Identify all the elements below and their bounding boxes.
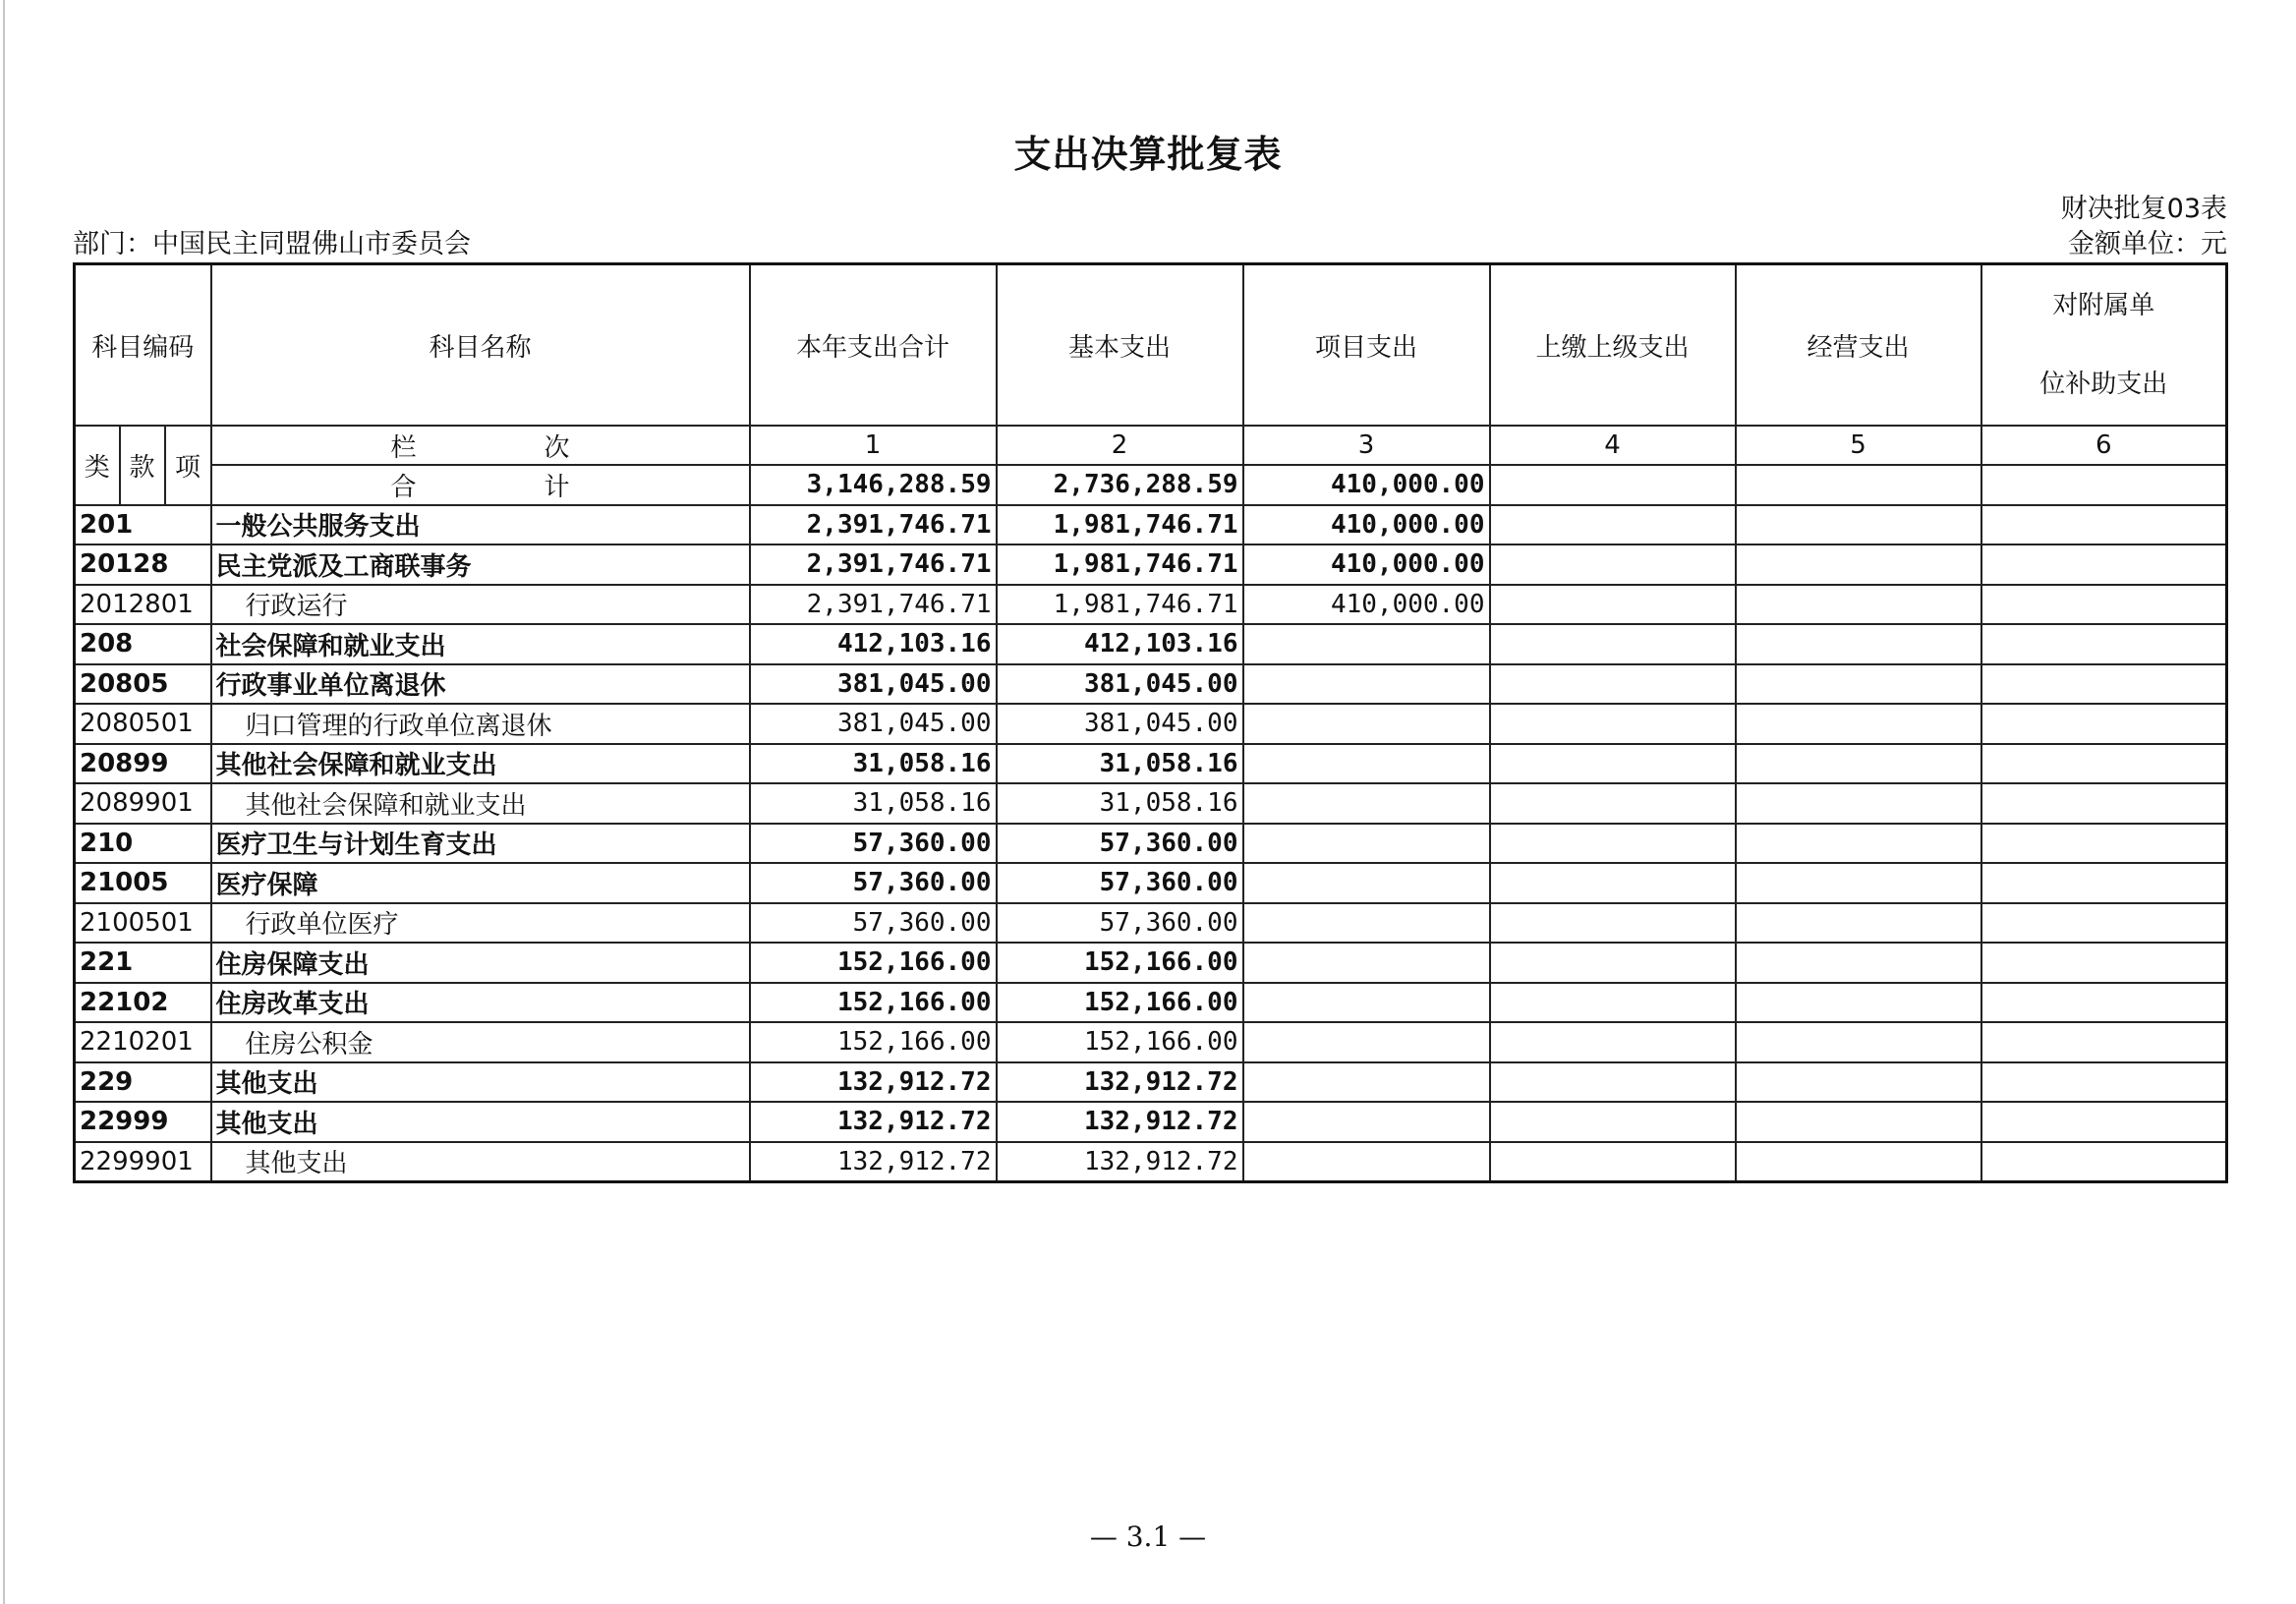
header-name: 科目名称: [211, 264, 750, 427]
row-upper: [1490, 505, 1736, 545]
row-upper: [1490, 664, 1736, 705]
totals-basic: 2,736,288.59: [997, 465, 1243, 505]
row-basic: 31,058.16: [997, 744, 1243, 784]
row-name: 民主党派及工商联事务: [211, 544, 750, 585]
table-row: [75, 585, 2227, 625]
row-code: 2080501: [75, 704, 211, 744]
row-subsidy: [1981, 505, 2227, 545]
form-code: 财决批复03表: [2060, 194, 2227, 224]
row-upper: [1490, 983, 1736, 1023]
row-project: [1243, 824, 1490, 864]
page-title: 支出决算批复表: [1013, 133, 1283, 176]
row-basic: 1,981,746.71: [997, 544, 1243, 585]
row-upper: [1490, 544, 1736, 585]
row-code: 2012801: [75, 585, 211, 625]
header-lei: 类: [75, 426, 120, 505]
row-project: [1243, 1142, 1490, 1182]
row-name: 住房保障支出: [211, 943, 750, 983]
row-business: [1736, 505, 1981, 545]
row-upper: [1490, 783, 1736, 824]
header-basic: 基本支出: [997, 264, 1243, 427]
row-total: 57,360.00: [750, 824, 997, 864]
row-business: [1736, 544, 1981, 585]
table-row: [75, 544, 2227, 585]
row-name: 其他支出: [211, 1142, 750, 1182]
row-project: [1243, 1102, 1490, 1142]
row-project: [1243, 704, 1490, 744]
row-code: 201: [75, 505, 211, 545]
header-subsidy: [1981, 264, 2227, 427]
row-total: 412,103.16: [750, 624, 997, 664]
row-code: 208: [75, 624, 211, 664]
row-total: 132,912.72: [750, 1102, 997, 1142]
row-upper: [1490, 1062, 1736, 1103]
row-total: 152,166.00: [750, 1022, 997, 1062]
row-upper: [1490, 943, 1736, 983]
row-name: 行政单位医疗: [211, 903, 750, 944]
row-basic: 152,166.00: [997, 943, 1243, 983]
row-subsidy: [1981, 1022, 2227, 1062]
row-subsidy: [1981, 863, 2227, 903]
header-xiang: 项: [165, 426, 211, 505]
row-total: 152,166.00: [750, 983, 997, 1023]
row-total: 31,058.16: [750, 744, 997, 784]
row-upper: [1490, 704, 1736, 744]
row-total: 31,058.16: [750, 783, 997, 824]
row-subsidy: [1981, 624, 2227, 664]
table-row: [75, 1062, 2227, 1103]
totals-row: [75, 465, 2227, 505]
row-subsidy: [1981, 744, 2227, 784]
row-total: 57,360.00: [750, 903, 997, 944]
header-upper: 上缴上级支出: [1490, 264, 1736, 427]
page-scan-edge: [3, 0, 5, 1604]
col-no-6: 6: [1981, 426, 2227, 465]
row-code: 20805: [75, 664, 211, 705]
row-basic: 381,045.00: [997, 664, 1243, 705]
row-project: [1243, 943, 1490, 983]
row-name: 其他社会保障和就业支出: [211, 783, 750, 824]
row-business: [1736, 783, 1981, 824]
row-project: [1243, 1022, 1490, 1062]
header-code: 科目编码: [75, 264, 211, 427]
row-upper: [1490, 624, 1736, 664]
row-basic: 31,058.16: [997, 783, 1243, 824]
header-subsidy-line2: 位补助支出: [2039, 370, 2168, 399]
amount-unit: 金额单位：元: [2068, 229, 2227, 259]
row-total: 2,391,746.71: [750, 585, 997, 625]
row-subsidy: [1981, 943, 2227, 983]
row-subsidy: [1981, 983, 2227, 1023]
col-no-4: 4: [1490, 426, 1736, 465]
row-business: [1736, 1022, 1981, 1062]
row-subsidy: [1981, 1102, 2227, 1142]
row-subsidy: [1981, 1142, 2227, 1182]
row-project: [1243, 903, 1490, 944]
row-upper: [1490, 744, 1736, 784]
header-kuan: 款: [120, 426, 165, 505]
totals-project: 410,000.00: [1243, 465, 1490, 505]
row-business: [1736, 824, 1981, 864]
row-business: [1736, 863, 1981, 903]
table-row: [75, 704, 2227, 744]
row-name: 其他支出: [211, 1062, 750, 1103]
row-subsidy: [1981, 585, 2227, 625]
row-total: 2,391,746.71: [750, 505, 997, 545]
row-project: 410,000.00: [1243, 585, 1490, 625]
row-basic: 57,360.00: [997, 903, 1243, 944]
row-total: 57,360.00: [750, 863, 997, 903]
row-code: 22999: [75, 1102, 211, 1142]
row-basic: 132,912.72: [997, 1062, 1243, 1103]
row-basic: 412,103.16: [997, 624, 1243, 664]
row-code: 21005: [75, 863, 211, 903]
row-project: [1243, 1062, 1490, 1103]
row-name: 其他社会保障和就业支出: [211, 744, 750, 784]
row-business: [1736, 983, 1981, 1023]
row-upper: [1490, 1142, 1736, 1182]
table-row: [75, 744, 2227, 784]
row-basic: 381,045.00: [997, 704, 1243, 744]
row-code: 2100501: [75, 903, 211, 944]
table-body: [75, 505, 2227, 1182]
header-business: 经营支出: [1736, 264, 1981, 427]
row-code: 2089901: [75, 783, 211, 824]
row-total: 381,045.00: [750, 704, 997, 744]
row-name: 住房改革支出: [211, 983, 750, 1023]
row-business: [1736, 664, 1981, 705]
row-code: 229: [75, 1062, 211, 1103]
table-row: [75, 1022, 2227, 1062]
row-project: [1243, 624, 1490, 664]
row-basic: 152,166.00: [997, 1022, 1243, 1062]
row-name: 住房公积金: [211, 1022, 750, 1062]
row-business: [1736, 1102, 1981, 1142]
row-business: [1736, 585, 1981, 625]
row-total: 381,045.00: [750, 664, 997, 705]
row-name: 归口管理的行政单位离退休: [211, 704, 750, 744]
header-subsidy-line1: 对附属单: [2052, 291, 2155, 320]
expenditure-table: [73, 262, 2228, 1183]
row-basic: 132,912.72: [997, 1142, 1243, 1182]
row-subsidy: [1981, 783, 2227, 824]
row-project: [1243, 664, 1490, 705]
row-business: [1736, 744, 1981, 784]
row-total: 132,912.72: [750, 1062, 997, 1103]
row-upper: [1490, 585, 1736, 625]
totals-total: 3,146,288.59: [750, 465, 997, 505]
row-upper: [1490, 863, 1736, 903]
row-business: [1736, 1062, 1981, 1103]
table-row: [75, 624, 2227, 664]
row-subsidy: [1981, 1062, 2227, 1103]
row-name: 行政事业单位离退休: [211, 664, 750, 705]
row-subsidy: [1981, 704, 2227, 744]
row-name: 医疗卫生与计划生育支出: [211, 824, 750, 864]
row-basic: 57,360.00: [997, 824, 1243, 864]
table-row: [75, 824, 2227, 864]
lanci-label: 栏 次: [211, 426, 750, 465]
row-business: [1736, 1142, 1981, 1182]
row-business: [1736, 943, 1981, 983]
row-total: 132,912.72: [750, 1142, 997, 1182]
col-no-5: 5: [1736, 426, 1981, 465]
row-name: 社会保障和就业支出: [211, 624, 750, 664]
row-basic: 1,981,746.71: [997, 505, 1243, 545]
col-no-2: 2: [997, 426, 1243, 465]
row-code: 20899: [75, 744, 211, 784]
heji-label: 合 计: [211, 465, 750, 505]
department-label: 部门：中国民主同盟佛山市委员会: [73, 229, 471, 259]
header-row: [75, 264, 2227, 427]
row-project: [1243, 783, 1490, 824]
row-subsidy: [1981, 824, 2227, 864]
row-name: 医疗保障: [211, 863, 750, 903]
row-code: 20128: [75, 544, 211, 585]
row-upper: [1490, 1022, 1736, 1062]
row-name: 一般公共服务支出: [211, 505, 750, 545]
row-code: 2210201: [75, 1022, 211, 1062]
table-row: [75, 903, 2227, 944]
row-project: 410,000.00: [1243, 505, 1490, 545]
row-code: 2299901: [75, 1142, 211, 1182]
row-code: 221: [75, 943, 211, 983]
table-row: [75, 1142, 2227, 1182]
row-subsidy: [1981, 664, 2227, 705]
row-code: 22102: [75, 983, 211, 1023]
row-code: 210: [75, 824, 211, 864]
row-project: 410,000.00: [1243, 544, 1490, 585]
row-project: [1243, 983, 1490, 1023]
row-business: [1736, 903, 1981, 944]
row-subsidy: [1981, 544, 2227, 585]
page-number: — 3.1 —: [1089, 1520, 1207, 1553]
header-project: 项目支出: [1243, 264, 1490, 427]
row-basic: 1,981,746.71: [997, 585, 1243, 625]
row-subsidy: [1981, 903, 2227, 944]
row-upper: [1490, 903, 1736, 944]
row-project: [1243, 744, 1490, 784]
row-name: 行政运行: [211, 585, 750, 625]
row-basic: 152,166.00: [997, 983, 1243, 1023]
row-upper: [1490, 1102, 1736, 1142]
table-row: [75, 1102, 2227, 1142]
table-row: [75, 664, 2227, 705]
col-no-1: 1: [750, 426, 997, 465]
table-row: [75, 783, 2227, 824]
row-basic: 57,360.00: [997, 863, 1243, 903]
column-number-row: [75, 426, 2227, 465]
row-name: 其他支出: [211, 1102, 750, 1142]
col-no-3: 3: [1243, 426, 1490, 465]
table-row: [75, 983, 2227, 1023]
row-upper: [1490, 824, 1736, 864]
row-total: 152,166.00: [750, 943, 997, 983]
row-business: [1736, 704, 1981, 744]
row-total: 2,391,746.71: [750, 544, 997, 585]
row-basic: 132,912.72: [997, 1102, 1243, 1142]
row-business: [1736, 624, 1981, 664]
table-row: [75, 863, 2227, 903]
row-project: [1243, 863, 1490, 903]
table-row: [75, 505, 2227, 545]
header-total: 本年支出合计: [750, 264, 997, 427]
table-row: [75, 943, 2227, 983]
